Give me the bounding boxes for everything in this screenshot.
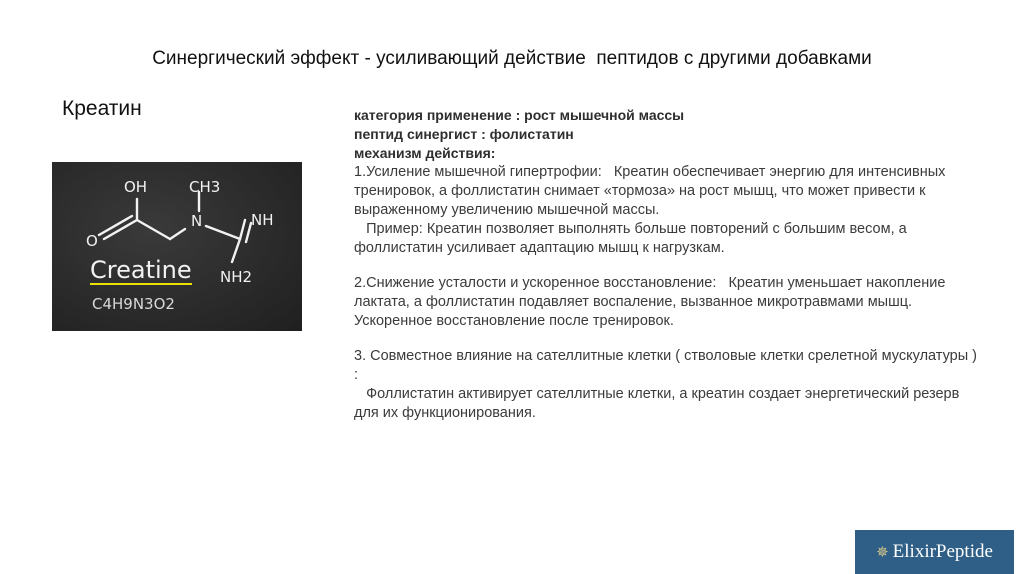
logo-text: ElixirPeptide [892,541,993,562]
logo-star-icon: ✵ [876,544,889,561]
label-oh: OH [124,178,148,196]
paragraph-1-example: Пример: Креатин позволяет выполнять больше повторений с большим весом, а фоллистатин усиливает адаптацию мышц к нагрузкам. [354,221,911,256]
bond-ch2-n [170,229,185,239]
paragraph-3-detail: Фоллистатин активирует сателлитные клетки, а креатин создает энергетический резерв для их функционирования. [354,386,964,421]
creatine-name: Creatine [90,256,192,284]
label-nh: NH [251,211,274,229]
bond-c-nh-1 [240,220,245,239]
label-o: O [86,232,98,250]
paragraph-3: 3. Совместное влияние на сателлитные клетки ( стволовые клетки срелетной мускулатуры ) : [354,348,982,383]
creatine-structure-svg [52,162,302,331]
content-text [354,106,984,423]
category-line: категория применение : рост мышечной массы [354,107,685,123]
section-heading: Креатин [62,97,142,120]
label-nh2: NH2 [220,268,253,286]
synergist-line: пептид синергист : фолистатин [354,126,574,142]
bond-c-ch2 [137,220,170,239]
paragraph-1: 1.Усиление мышечной гипертрофии: Креатин обеспечивает энергию для интенсивных тренировок, а фоллистатин снимает «тормоза» на рост мышц, что может привести к выраженному увеличению мышечной массы. [354,164,950,218]
bond-n-c [206,226,240,239]
label-ch3: CH3 [189,178,221,196]
bond-c-nh2 [232,239,240,262]
slide-title: Синергический эффект - усиливающий действие пептидов с другими добавками [152,48,872,69]
elixirpeptide-logo [855,530,1014,574]
creatine-structure-image [52,162,302,331]
paragraph-2: 2.Снижение усталости и ускоренное восстановление: Креатин уменьшает накопление лактата, а фоллистатин подавляет воспаление, вызванное микротравмами мышц. Ускоренное восстановление после тренировок. [354,275,950,329]
formula: C4H9N3O2 [92,295,175,313]
mechanism-line: механизм действия: [354,145,496,161]
label-n: N [191,212,203,230]
